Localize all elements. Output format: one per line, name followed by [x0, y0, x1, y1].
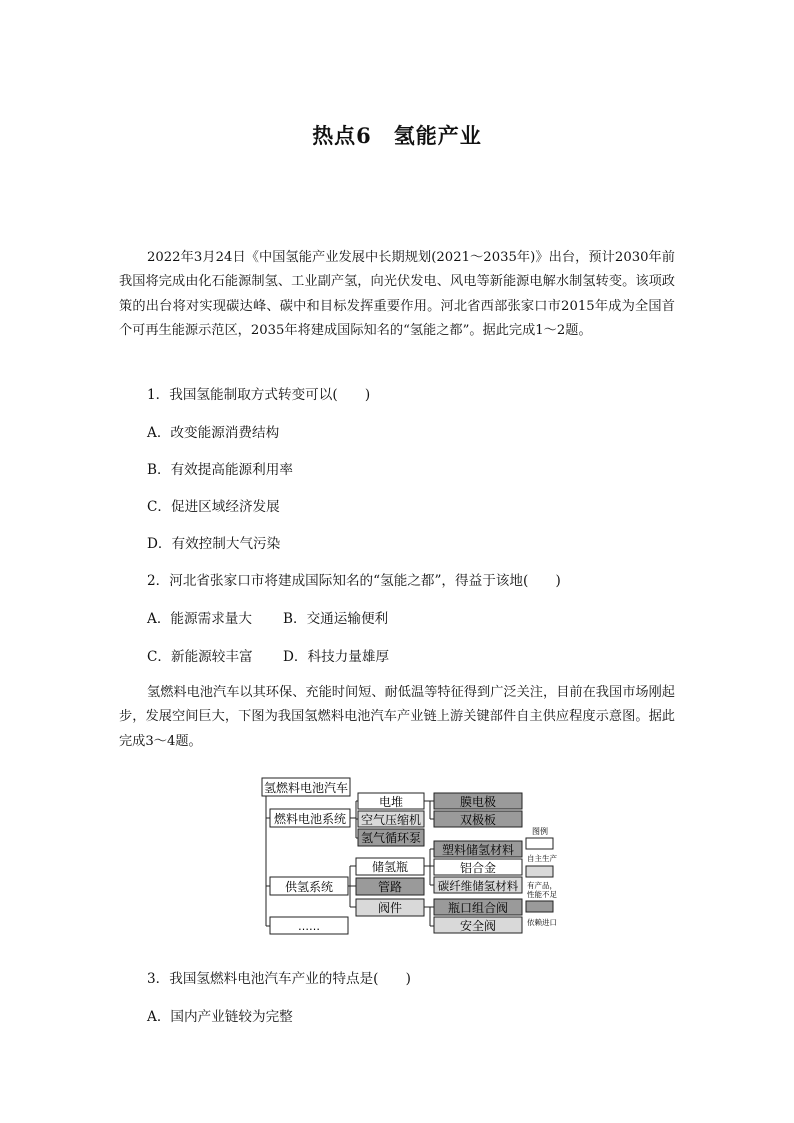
legend-label-self-produced: 自主生产 — [527, 854, 557, 863]
question-2-stem: 2．河北省张家口市将建成国际知名的“氢能之都”，得益于该地( ) — [147, 573, 561, 589]
node-valve — [356, 899, 424, 916]
question-1-stem: 1．我国氢能制取方式转变可以( ) — [147, 387, 371, 403]
question-1-option-a: A．改变能源消费结构 — [147, 425, 280, 441]
node-label: 储氢瓶 — [371, 860, 409, 874]
legend-title: 图例 — [532, 827, 548, 836]
question-3-option-a: A．国内产业链较为完整 — [147, 1009, 293, 1025]
node-label: 氢气循环泵 — [360, 831, 422, 845]
node-label: 碳纤维储氢材料 — [437, 879, 519, 893]
legend-swatch-import — [526, 901, 553, 912]
node-ellipsis — [270, 917, 348, 934]
legend-swatch-insufficient — [526, 866, 553, 877]
node-label: …… — [298, 920, 320, 933]
node-bottle-valve — [434, 899, 522, 915]
question-1-option-b: B．有效提高能源利用率 — [147, 462, 293, 478]
node-label: 塑料储氢材料 — [441, 843, 515, 857]
node-label: 燃料电池系统 — [273, 812, 347, 826]
node-label: 空气压缩机 — [360, 813, 422, 827]
supply-chain-diagram — [258, 772, 568, 938]
root-label: 氢燃料电池汽车 — [263, 781, 349, 795]
question-2-option-b: B．交通运输便利 — [283, 611, 389, 627]
node-carbon-fiber-storage-material — [434, 877, 522, 893]
node-label: 阀件 — [377, 901, 403, 915]
node-label: 瓶口组合阀 — [447, 901, 509, 915]
question-3-stem: 3．我国氢燃料电池汽车产业的特点是( ) — [147, 971, 411, 987]
question-1-option-d: D．有效控制大气污染 — [147, 536, 281, 552]
node-membrane-electrode — [434, 793, 522, 809]
node-label: 铝合金 — [459, 861, 497, 875]
legend-label-insufficient-line2: 性能不足 — [527, 890, 557, 899]
node-pipeline — [356, 878, 424, 895]
node-label: 膜电极 — [459, 795, 497, 809]
question-2-option-c: C．新能源较丰富 — [147, 649, 253, 665]
node-label: 安全阀 — [459, 919, 497, 933]
node-label: 管路 — [377, 880, 403, 894]
node-hydrogen-supply-system — [270, 877, 348, 895]
node-stack — [358, 793, 424, 809]
legend — [526, 826, 557, 927]
legend-label-import: 依赖进口 — [527, 918, 557, 927]
legend-swatch-self-produced — [526, 838, 553, 849]
node-label: 供氢系统 — [284, 880, 334, 894]
node-plastic-storage-material — [434, 841, 522, 857]
page-title: 热点6 氢能产业 — [312, 123, 482, 148]
node-label: 电堆 — [378, 795, 404, 809]
node-safety-valve — [434, 917, 522, 933]
question-2-option-d: D．科技力量雄厚 — [283, 649, 390, 665]
legend-label-insufficient-line1: 有产品， — [527, 881, 557, 890]
question-1-option-c: C．促进区域经济发展 — [147, 499, 280, 515]
node-fuel-cell-system — [270, 809, 350, 827]
passage-2: 氢燃料电池汽车以其环保、充能时间短、耐低温等特征得到广泛关注，目前在我国市场刚起步，发展空间巨大，下图为我国氢燃料电池汽车产业链上游关键部件自主供应程度示意图。据此完成3～4题。 — [119, 685, 675, 749]
node-aluminum-alloy — [434, 859, 522, 875]
root-node — [262, 778, 350, 796]
node-hydrogen-recirculation-pump — [358, 829, 424, 846]
node-bipolar-plate — [434, 811, 522, 827]
node-label: 双极板 — [459, 813, 497, 827]
node-hydrogen-bottle — [356, 858, 424, 875]
passage-1: 2022年3月24日《中国氢能产业发展中长期规划(2021～2035年)》出台，预计2030年前我国将完成由化石能源制氢、工业副产氢，向光伏发电、风电等新能源电解水制氢转变。该项政策的出台将对实现碳达峰、碳中和目标发挥重要作用。河北省西部张家口市2015年成为全国首个可再生能源示范区，2035年将建成国际知名的“氢能之都”。据此完成1～2题。 — [119, 250, 675, 338]
node-air-compressor — [358, 811, 424, 827]
question-2-option-a: A．能源需求量大 — [147, 611, 252, 627]
